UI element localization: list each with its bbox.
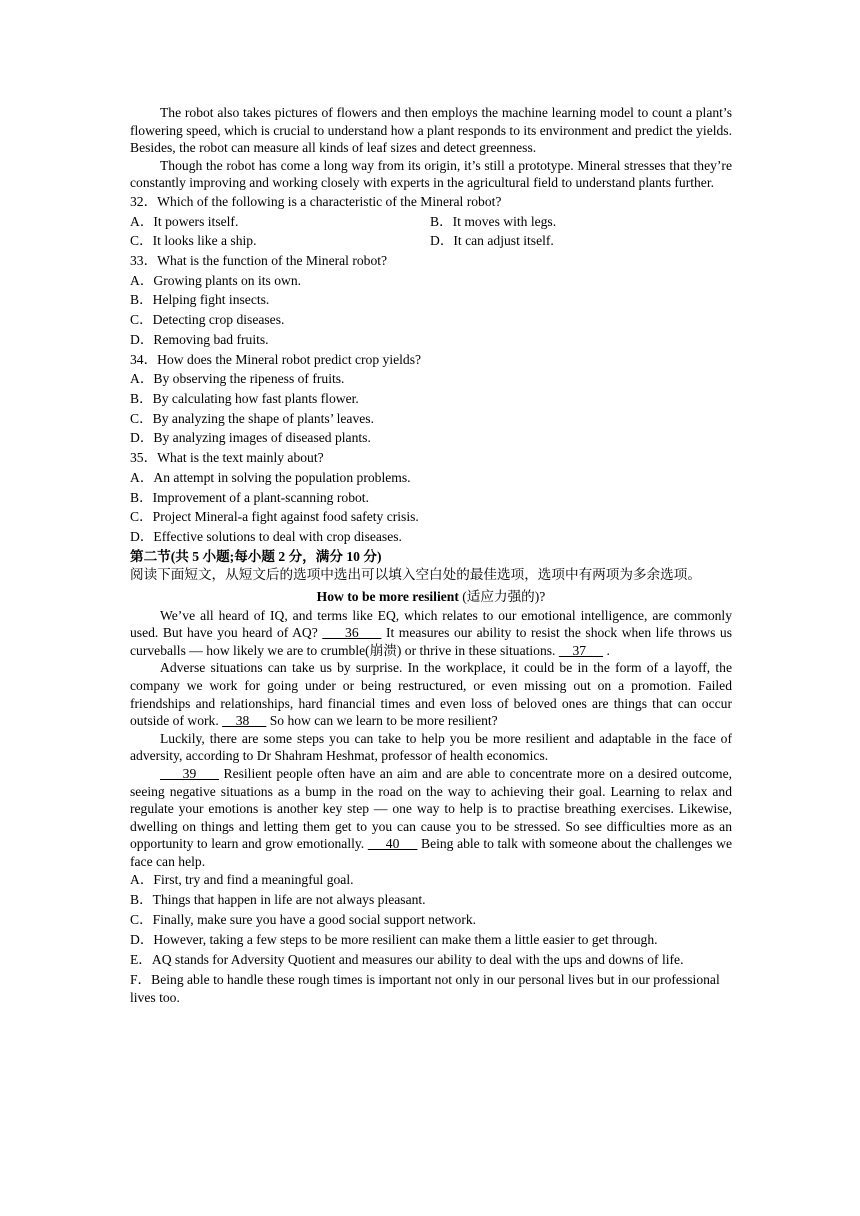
paragraph-text: We’ve all heard of IQ, and terms like EQ, which relates to our emotional intelligence, are commonly used. But have you heard of AQ? [130, 607, 732, 641]
option-a: A．By observing the ripeness of fruits. [130, 371, 345, 387]
option-d: D．It can adjust itself. [430, 233, 554, 249]
blank-38: 38 [222, 713, 267, 729]
article-paragraph-3: Luckily, there are some steps you can take to help you be more resilient and adaptable in the face of adversity, according to Dr Shahram Heshmat, professor of health economics. [130, 730, 732, 764]
cloze-option-f: F．Being able to handle these rough times is important not only in our personal lives but in our professional lives too. [130, 971, 720, 1005]
option-b: B．It moves with legs. [430, 213, 557, 229]
question-stem: 35．What is the text mainly about? [130, 450, 324, 466]
document-page [130, 104, 732, 1007]
article-title [130, 588, 732, 606]
question-stem: 33．What is the function of the Mineral robot? [130, 253, 388, 269]
paragraph-text: Being able to talk with someone about the challenges we face can help. [130, 836, 732, 869]
cloze-option-e: E．AQ stands for Adversity Quotient and measures our ability to deal with the ups and downs of life. [130, 951, 684, 967]
question-32 [130, 192, 732, 251]
option-row [130, 231, 732, 251]
option-d: D．Effective solutions to deal with crop diseases. [130, 528, 402, 544]
question-stem: 32．Which of the following is a characteristic of the Mineral robot? [130, 193, 502, 209]
cloze-options [130, 871, 732, 1007]
option-c: C．Project Mineral-a fight against food safety crisis. [130, 509, 419, 525]
blank-39: 39 [160, 765, 219, 781]
cloze-option-d: D．However, taking a few steps to be more resilient can make them a little easier to get through. [130, 931, 658, 947]
paragraph-text: Adverse situations can take us by surprise. In the workplace, it could be in the form of a layoff, the company we work for going under or being restructured, or even missing out on a promotion. Failed friendships and relationships, hard financial times and even loss of beloved ones are things that can occur outside of work. [130, 660, 732, 729]
paragraph-text: Resilient people often have an aim and are able to concentrate more on a desired outcome, seeing negative situations as a bump in the road on the way to achieving their goal. Learning to relax and regulate your emotions is another key step — one way to help is to practise breathing exercises. Likewise, dwelling on things and letting them get to you can cause you to be stressed. So see difficulties more as an opportunity to learn and grow emotionally. [130, 765, 733, 852]
blank-36: 36 [322, 625, 382, 641]
option-d: D．By analyzing images of diseased plants. [130, 430, 371, 446]
question-35 [130, 448, 732, 547]
section-instruction: 阅读下面短文，从短文后的选项中选出可以填入空白处的最佳选项，选项中有两项为多余选项。 [130, 566, 701, 582]
cloze-option-b: B．Things that happen in life are not always pleasant. [130, 891, 426, 907]
question-34 [130, 350, 732, 449]
paragraph-text: So how can we learn to be more resilient? [266, 713, 498, 729]
option-c: C．By analyzing the shape of plants’ leaves. [130, 410, 374, 426]
question-33 [130, 251, 732, 350]
option-c: C．It looks like a ship. [130, 233, 257, 249]
article-paragraph-2 [130, 659, 732, 729]
option-c: C．Detecting crop diseases. [130, 312, 285, 328]
option-a: A．Growing plants on its own. [130, 272, 302, 288]
section-heading: 第二节(共 5 小题;每小题 2 分，满分 10 分) [130, 548, 382, 564]
cloze-option-c: C．Finally, make sure you have a good social support network. [130, 911, 477, 927]
article-paragraph-4 [130, 765, 732, 871]
blank-37: 37 [558, 642, 604, 658]
paragraph-text: It measures our ability to resist the shock when life throws us curveballs — how likely we are to crumble(崩溃) or thrive in these situations. [130, 625, 732, 658]
paragraph-text: . [603, 642, 610, 658]
option-a: A．It powers itself. [130, 213, 239, 229]
option-b: B．Improvement of a plant-scanning robot. [130, 489, 369, 505]
article-title-note: (适应力强的)? [458, 588, 546, 604]
option-row [130, 212, 732, 232]
blank-40: 40 [367, 836, 418, 852]
passage-paragraph: The robot also takes pictures of flowers and then employs the machine learning model to count a plant’s flowering speed, which is crucial to understand how a plant responds to its environment and predict the yields. Besides, the robot can measure all kinds of leaf sizes and detect greenness. [130, 105, 732, 156]
passage-paragraph: Though the robot has come a long way from its origin, it’s still a prototype. Mineral stresses that they’re constantly improving and working closely with experts in the agricultural field to understand plants further. [130, 157, 732, 191]
option-d: D．Removing bad fruits. [130, 331, 269, 347]
article-paragraph-1 [130, 607, 732, 660]
option-b: B．Helping fight insects. [130, 292, 270, 308]
option-b: B．By calculating how fast plants flower. [130, 391, 359, 406]
article-title-main: How to be more resilient [316, 588, 459, 604]
option-a: A．An attempt in solving the population problems. [130, 469, 411, 485]
cloze-option-a: A．First, try and find a meaningful goal. [130, 871, 354, 887]
question-stem: 34．How does the Mineral robot predict crop yields? [130, 351, 422, 367]
